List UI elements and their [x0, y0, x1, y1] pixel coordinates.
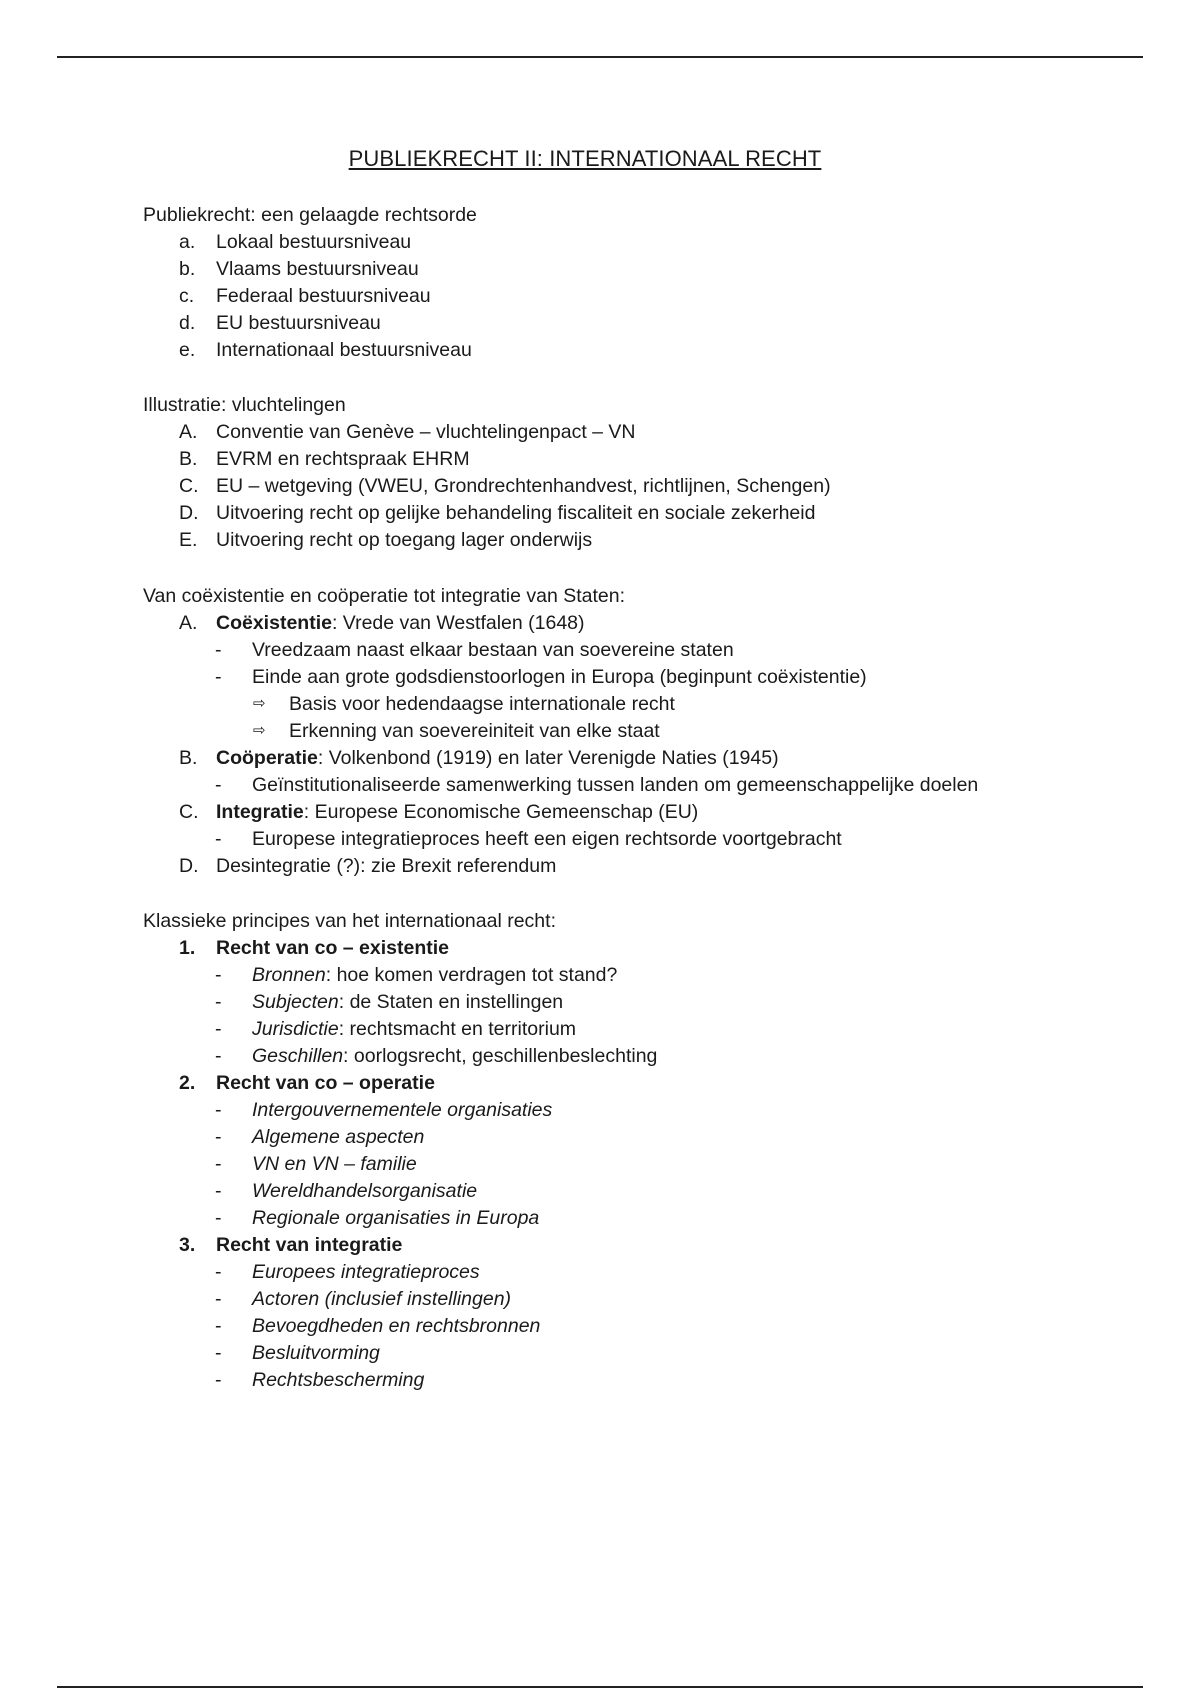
list-item-text: Lokaal bestuursniveau: [216, 231, 412, 253]
list-item-text: Vlaams bestuursniveau: [216, 258, 419, 280]
list-item-text: [216, 800, 698, 824]
dash-bullet: -: [215, 1045, 222, 1067]
list-item-text: [216, 611, 585, 635]
list-item-text: EU – wetgeving (VWEU, Grondrechtenhandvest, richtlijnen, Schengen): [216, 475, 831, 497]
term-bold: Integratie: [216, 801, 304, 823]
term-description: : rechtsmacht en territorium: [338, 1018, 577, 1040]
list-item-text: Basis voor hedendaagse internationale recht: [289, 693, 675, 715]
list-item-text: [216, 746, 779, 770]
list-item-text: EU bestuursniveau: [216, 312, 381, 334]
list-marker: D.: [179, 502, 199, 524]
list-item-title: Recht van co – existentie: [216, 937, 450, 959]
list-item-text: Actoren (inclusief instellingen): [252, 1288, 512, 1310]
list-item-text: Europese integratieproces heeft een eigen rechtsorde voortgebracht: [252, 828, 842, 850]
dash-bullet: -: [215, 1342, 222, 1364]
list-item-text: Desintegratie (?): zie Brexit referendum: [216, 855, 557, 877]
list-marker: 2.: [179, 1072, 196, 1094]
list-item-text: [252, 990, 563, 1014]
dash-bullet: -: [215, 1369, 222, 1391]
list-item-text: Erkenning van soevereiniteit van elke staat: [289, 720, 660, 742]
dash-bullet: -: [215, 639, 222, 661]
list-item-text: Einde aan grote godsdienstoorlogen in Europa (beginpunt coëxistentie): [252, 666, 867, 688]
list-item-text: Geïnstitutionaliseerde samenwerking tussen landen om gemeenschappelijke doelen: [252, 774, 979, 796]
dash-bullet: -: [215, 774, 222, 796]
list-item-text: [252, 1044, 657, 1068]
list-marker: c.: [179, 285, 195, 307]
list-marker: C.: [179, 801, 199, 823]
term-description: : oorlogsrecht, geschillenbeslechting: [343, 1045, 658, 1067]
section-heading-layered-legal-order: Publiekrecht: een gelaagde rechtsorde: [143, 204, 477, 226]
term-description: : hoe komen verdragen tot stand?: [325, 964, 618, 986]
list-item-text: Bevoegdheden en rechtsbronnen: [252, 1315, 541, 1337]
document-title: PUBLIEKRECHT II: INTERNATIONAAL RECHT: [348, 146, 822, 171]
dash-bullet: -: [215, 1315, 222, 1337]
list-item-title: Recht van co – operatie: [216, 1072, 435, 1094]
list-marker: B.: [179, 747, 198, 769]
list-item-text: Vreedzaam naast elkaar bestaan van soevereine staten: [252, 639, 734, 661]
dash-bullet: -: [215, 1180, 222, 1202]
section-heading-classic-principles: Klassieke principes van het internationaal recht:: [143, 910, 556, 932]
list-item-text: [252, 963, 617, 987]
list-item-text: Europees integratieproces: [252, 1261, 480, 1283]
list-marker: e.: [179, 339, 196, 361]
term-description: : Vrede van Westfalen (1648): [331, 612, 585, 634]
list-item-text: Federaal bestuursniveau: [216, 285, 431, 307]
list-item-text: Algemene aspecten: [252, 1126, 425, 1148]
list-marker: D.: [179, 855, 199, 877]
list-marker: E.: [179, 529, 198, 551]
term-bold: Coöperatie: [216, 747, 318, 769]
arrow-right-icon: ⇨: [253, 695, 266, 712]
list-marker: 3.: [179, 1234, 196, 1256]
header-rule: [57, 56, 1143, 58]
arrow-right-icon: ⇨: [253, 722, 266, 739]
list-marker: d.: [179, 312, 196, 334]
list-marker: b.: [179, 258, 196, 280]
list-item-text: EVRM en rechtspraak EHRM: [216, 448, 470, 470]
term-italic: Subjecten: [252, 991, 339, 1013]
list-item-text: Uitvoering recht op toegang lager onderwijs: [216, 529, 593, 551]
list-item-text: Wereldhandelsorganisatie: [252, 1180, 478, 1202]
term-description: : de Staten en instellingen: [338, 991, 564, 1013]
term-italic: Geschillen: [252, 1045, 344, 1067]
section-heading-coexistence-integration: Van coëxistentie en coöperatie tot integratie van Staten:: [143, 585, 626, 607]
list-item-text: Internationaal bestuursniveau: [216, 339, 472, 361]
list-item-text: [252, 1017, 576, 1041]
list-item-text: VN en VN – familie: [252, 1153, 417, 1175]
footer-rule: [57, 1686, 1143, 1688]
dash-bullet: -: [215, 964, 222, 986]
list-item-text: Intergouvernementele organisaties: [252, 1099, 553, 1121]
term-description: : Volkenbond (1919) en later Verenigde Naties (1945): [317, 747, 779, 769]
term-italic: Bronnen: [252, 964, 326, 986]
term-bold: Coëxistentie: [216, 612, 332, 634]
dash-bullet: -: [215, 1207, 222, 1229]
list-marker: A.: [179, 421, 198, 443]
list-item-text: Besluitvorming: [252, 1342, 380, 1364]
dash-bullet: -: [215, 666, 222, 688]
list-marker: C.: [179, 475, 199, 497]
dash-bullet: -: [215, 1288, 222, 1310]
dash-bullet: -: [215, 1018, 222, 1040]
section-heading-refugees: Illustratie: vluchtelingen: [143, 394, 346, 416]
dash-bullet: -: [215, 1153, 222, 1175]
dash-bullet: -: [215, 828, 222, 850]
list-marker: A.: [179, 612, 198, 634]
term-italic: Jurisdictie: [252, 1018, 339, 1040]
list-marker: a.: [179, 231, 196, 253]
list-item-text: Rechtsbescherming: [252, 1369, 425, 1391]
term-description: : Europese Economische Gemeenschap (EU): [303, 801, 699, 823]
list-marker: B.: [179, 448, 198, 470]
list-item-text: Conventie van Genève – vluchtelingenpact – VN: [216, 421, 636, 443]
dash-bullet: -: [215, 1126, 222, 1148]
list-item-title: Recht van integratie: [216, 1234, 403, 1256]
list-item-text: Uitvoering recht op gelijke behandeling fiscaliteit en sociale zekerheid: [216, 502, 816, 524]
dash-bullet: -: [215, 1099, 222, 1121]
list-item-text: Regionale organisaties in Europa: [252, 1207, 540, 1229]
dash-bullet: -: [215, 991, 222, 1013]
dash-bullet: -: [215, 1261, 222, 1283]
list-marker: 1.: [179, 937, 196, 959]
